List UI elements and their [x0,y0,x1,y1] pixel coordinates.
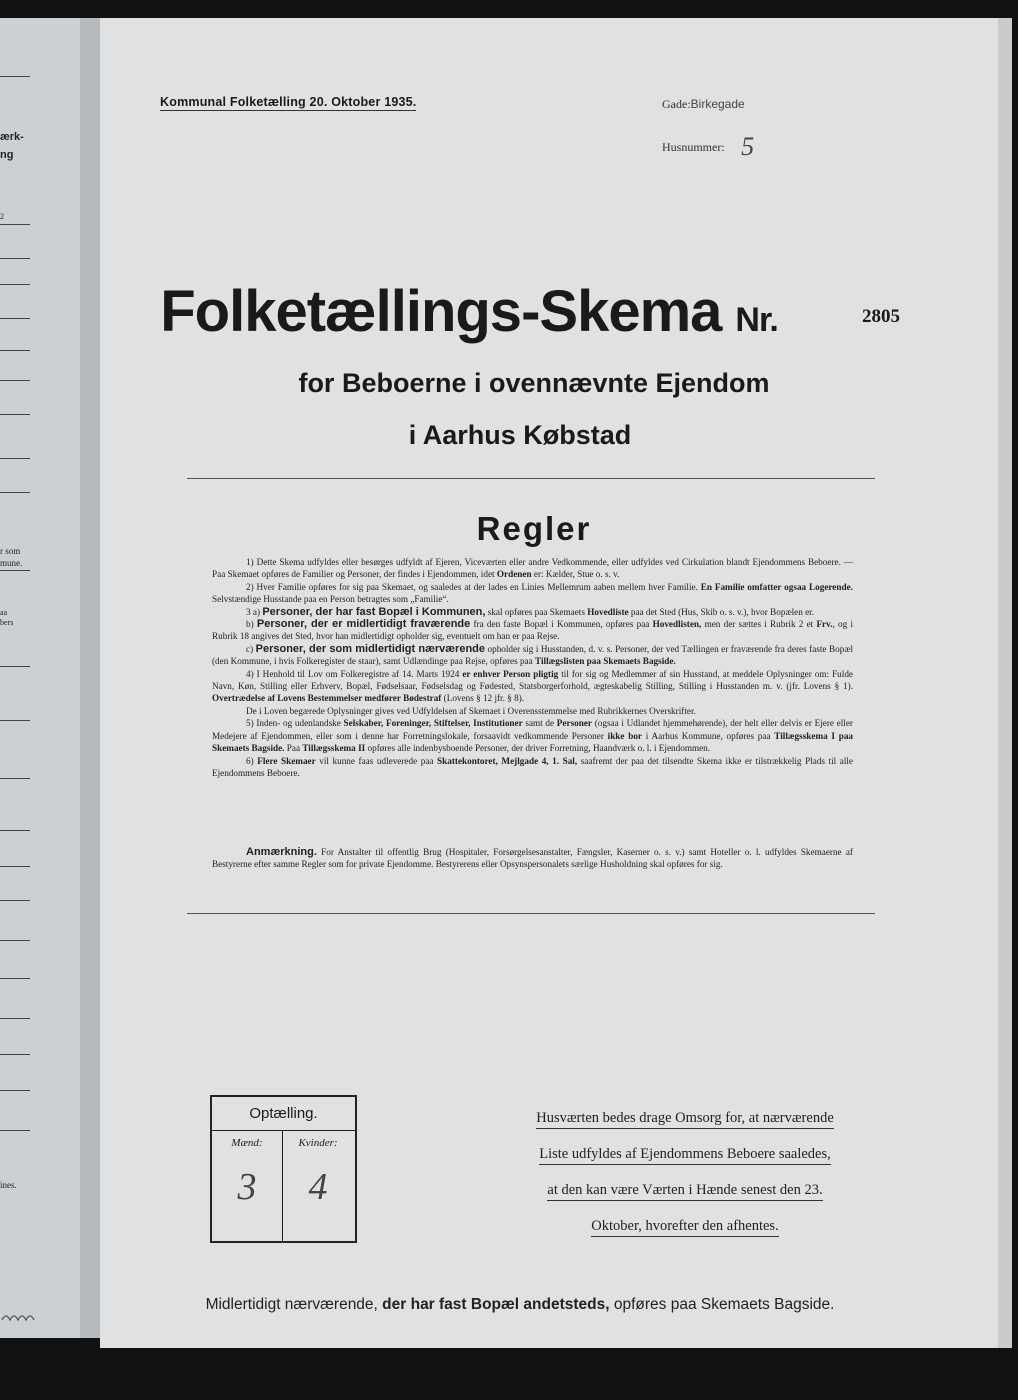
left-page-fragment: ng [0,149,14,161]
left-page-fragment: bers [0,618,14,627]
left-page-fragment: ærk- [0,131,24,143]
form-number: 2805 [862,306,900,327]
left-page-rule [0,720,30,721]
women-count: 4 [308,1166,328,1208]
left-page-rule [0,1130,30,1131]
street-label: Gade: [662,97,691,111]
left-page-rule [0,224,30,225]
left-page-fragment: ines. [0,1180,17,1190]
left-page-rule [0,458,30,459]
form-title-main: Folketællings-Skema Nr. [160,279,778,344]
street-value: Birkegade [690,97,745,111]
rules-text [212,556,853,779]
instruction-line: Husværten bedes drage Omsorg for, at nærværende [505,1100,865,1136]
left-facing-page [0,18,80,1338]
instruction-line: Liste udfyldes af Ejendommens Beboere saaledes, [505,1136,865,1172]
house-number-value: 5 [741,132,755,161]
rule-3b: b) Personer, der er midlertidigt fraværende fra den faste Bopæl i Kommunen, opføres paa Hovedlisten, men der sættes i Rubrik 2 et Frv., og i Rubrik 18 angives det Sted, hvor han midlertidigt opholder sig, eventuelt om han er paa Rejse. [212,618,853,642]
instruction-line: at den kan være Værten i Hænde senest den 23. [505,1172,865,1208]
left-page-fragment: mune. [0,558,23,568]
house-number-label: Husnummer: [662,140,725,154]
left-page-rule [0,76,30,77]
street-field [662,95,745,113]
rule-4: 4) I Henhold til Lov om Folkeregistre af 14. Marts 1924 er enhver Person pligtig til for sig og Medlemmer af sin Husstand, at meddele Oplysninger om: Fulde Navn, Køn, Stilling eller Erhverv, Bopæl, Fødselsaar, Fødselsdag og Fødested, Statsborgerforhold, ægteskabelig Stilling, Stilling i Husstanden m. v. (jfr. Lovens § 1). Overtrædelse af Lovens Bestemmelser medfører Bødestraf (Lovens § 12 jfr. § 8). [212,668,853,704]
rule-6: 6) Flere Skemaer vil kunne faas udleverede paa Skattekontoret, Mejlgade 4, 1. Sal, saafremt der paa det tilsendte Skema ikke er tilstrækkelig Plads til alle Ejendommens Beboere. [212,755,854,778]
left-page-rule [0,570,30,571]
count-box [210,1095,357,1243]
note-text [212,846,853,871]
left-page-rule [0,492,30,493]
divider [187,913,875,914]
rule-2: 2) Hver Familie opføres for sig paa Skemaet, og saaledes at der lades en Linies Mellemrum aaben mellem hver Familie. En Familie omfatter ogsaa Logerende. Selvstændige Husstande paa en Person betragtes som „Familie“. [212,581,853,605]
rule-3a: 3 a) Personer, der har fast Bopæl i Kommunen, skal opføres paa Skemaets Hovedliste paa det Sted (Hus, Skib o. s. v.), hvor Bopælen er. [246,605,815,618]
left-page-rule [0,258,30,259]
left-page-rule [0,866,30,867]
page-edge [998,18,1012,1348]
men-label: Mænd: [231,1137,263,1149]
left-page-fragment: aa [0,608,8,617]
left-page-rule [0,1090,30,1091]
census-title: Kommunal Folketælling 20. Oktober 1935. [160,95,417,109]
left-page-fragment: 2 [0,212,4,221]
left-page-rule [0,666,30,667]
women-label: Kvinder: [298,1137,338,1149]
left-page-rule [0,414,30,415]
footer-note: Midlertidigt nærværende, der har fast Bopæl andetsteds, opføres paa Skemaets Bagside. [205,1296,835,1313]
count-title: Optælling. [212,1097,355,1131]
left-page-rule [0,940,30,941]
left-page-rule [0,978,30,979]
rule-1: 1) Dette Skema udfyldes eller besørges udfyldt af Ejeren, Viceværten eller andre Vedkommende, eller udfyldes ved Cirkulation blandt Ejendommens Beboere. — Paa Skemaet opføres de Familier og Personer, der findes i Ejendommen, idet Ordenen er: Kælder, Stue o. s. v. [212,557,853,580]
house-number-field [662,128,755,161]
landlord-instructions [505,1100,865,1244]
left-page-rule [0,350,30,351]
rule-4-continued: De i Loven begærede Oplysninger gives ved Udfyldelsen af Skemaet i Overensstemmelse med Rubrikkernes Overskrifter. [246,705,696,716]
rules-heading: Regler [476,510,592,547]
form-title-nr: Nr. [735,301,778,339]
book-spine [80,18,102,1338]
left-page-fragment: r som [0,546,21,556]
note-label: Anmærkning. [246,846,317,858]
left-page-rule [0,1054,30,1055]
men-count: 3 [237,1166,257,1208]
divider [187,478,875,479]
form-subtitle-1: for Beboerne i ovennævnte Ejendom [298,368,770,398]
form-subtitle-2: i Aarhus Købstad [408,420,632,450]
left-page-rule [0,830,30,831]
left-page-rule [0,778,30,779]
note-body: For Anstalter til offentlig Brug (Hospitaler, Forsørgelsesanstalter, Fængsler, Kaserner o. s. v.) samt Hoteller o. l. udfyldes Skemaerne af Bestyrerne efter samme Regler som for private Ejendomme. Bestyrerens eller Opsynspersonalets særlige Husholdning skal opføres for sig. [212,847,853,870]
left-page-rule [0,900,30,901]
rule-3c: c) Personer, der som midlertidigt nærværende opholder sig i Husstanden, d. v. s. Personer, der ved Tællingen er fraværende fra deres faste Bopæl (den Kommune, i hvis Folkeregister de staar), samt Udlændinge paa Rejse, opføres paa Tillægslisten paa Skemaets Bagside. [212,642,853,667]
instruction-line: Oktober, hvorefter den afhentes. [505,1208,865,1244]
left-page-rule [0,1018,30,1019]
rule-5: 5) Inden- og udenlandske Selskaber, Foreninger, Stiftelser, Institutioner samt de Personer (ogsaa i Udlandet hjemmehørende), der helt eller delvis er Ejere eller Medejere af Ejendommen, eller som i denne har Forretningslokale, forsaavidt vedkommende Personer ikke bor i Aarhus Kommune, opføres paa Tillægsskema I paa Skemaets Bagside. Paa Tillægsskema II opføres alle indenbysboende Personer, der driver Forretning, Haandværk o. l. i Ejendommen. [212,718,854,754]
